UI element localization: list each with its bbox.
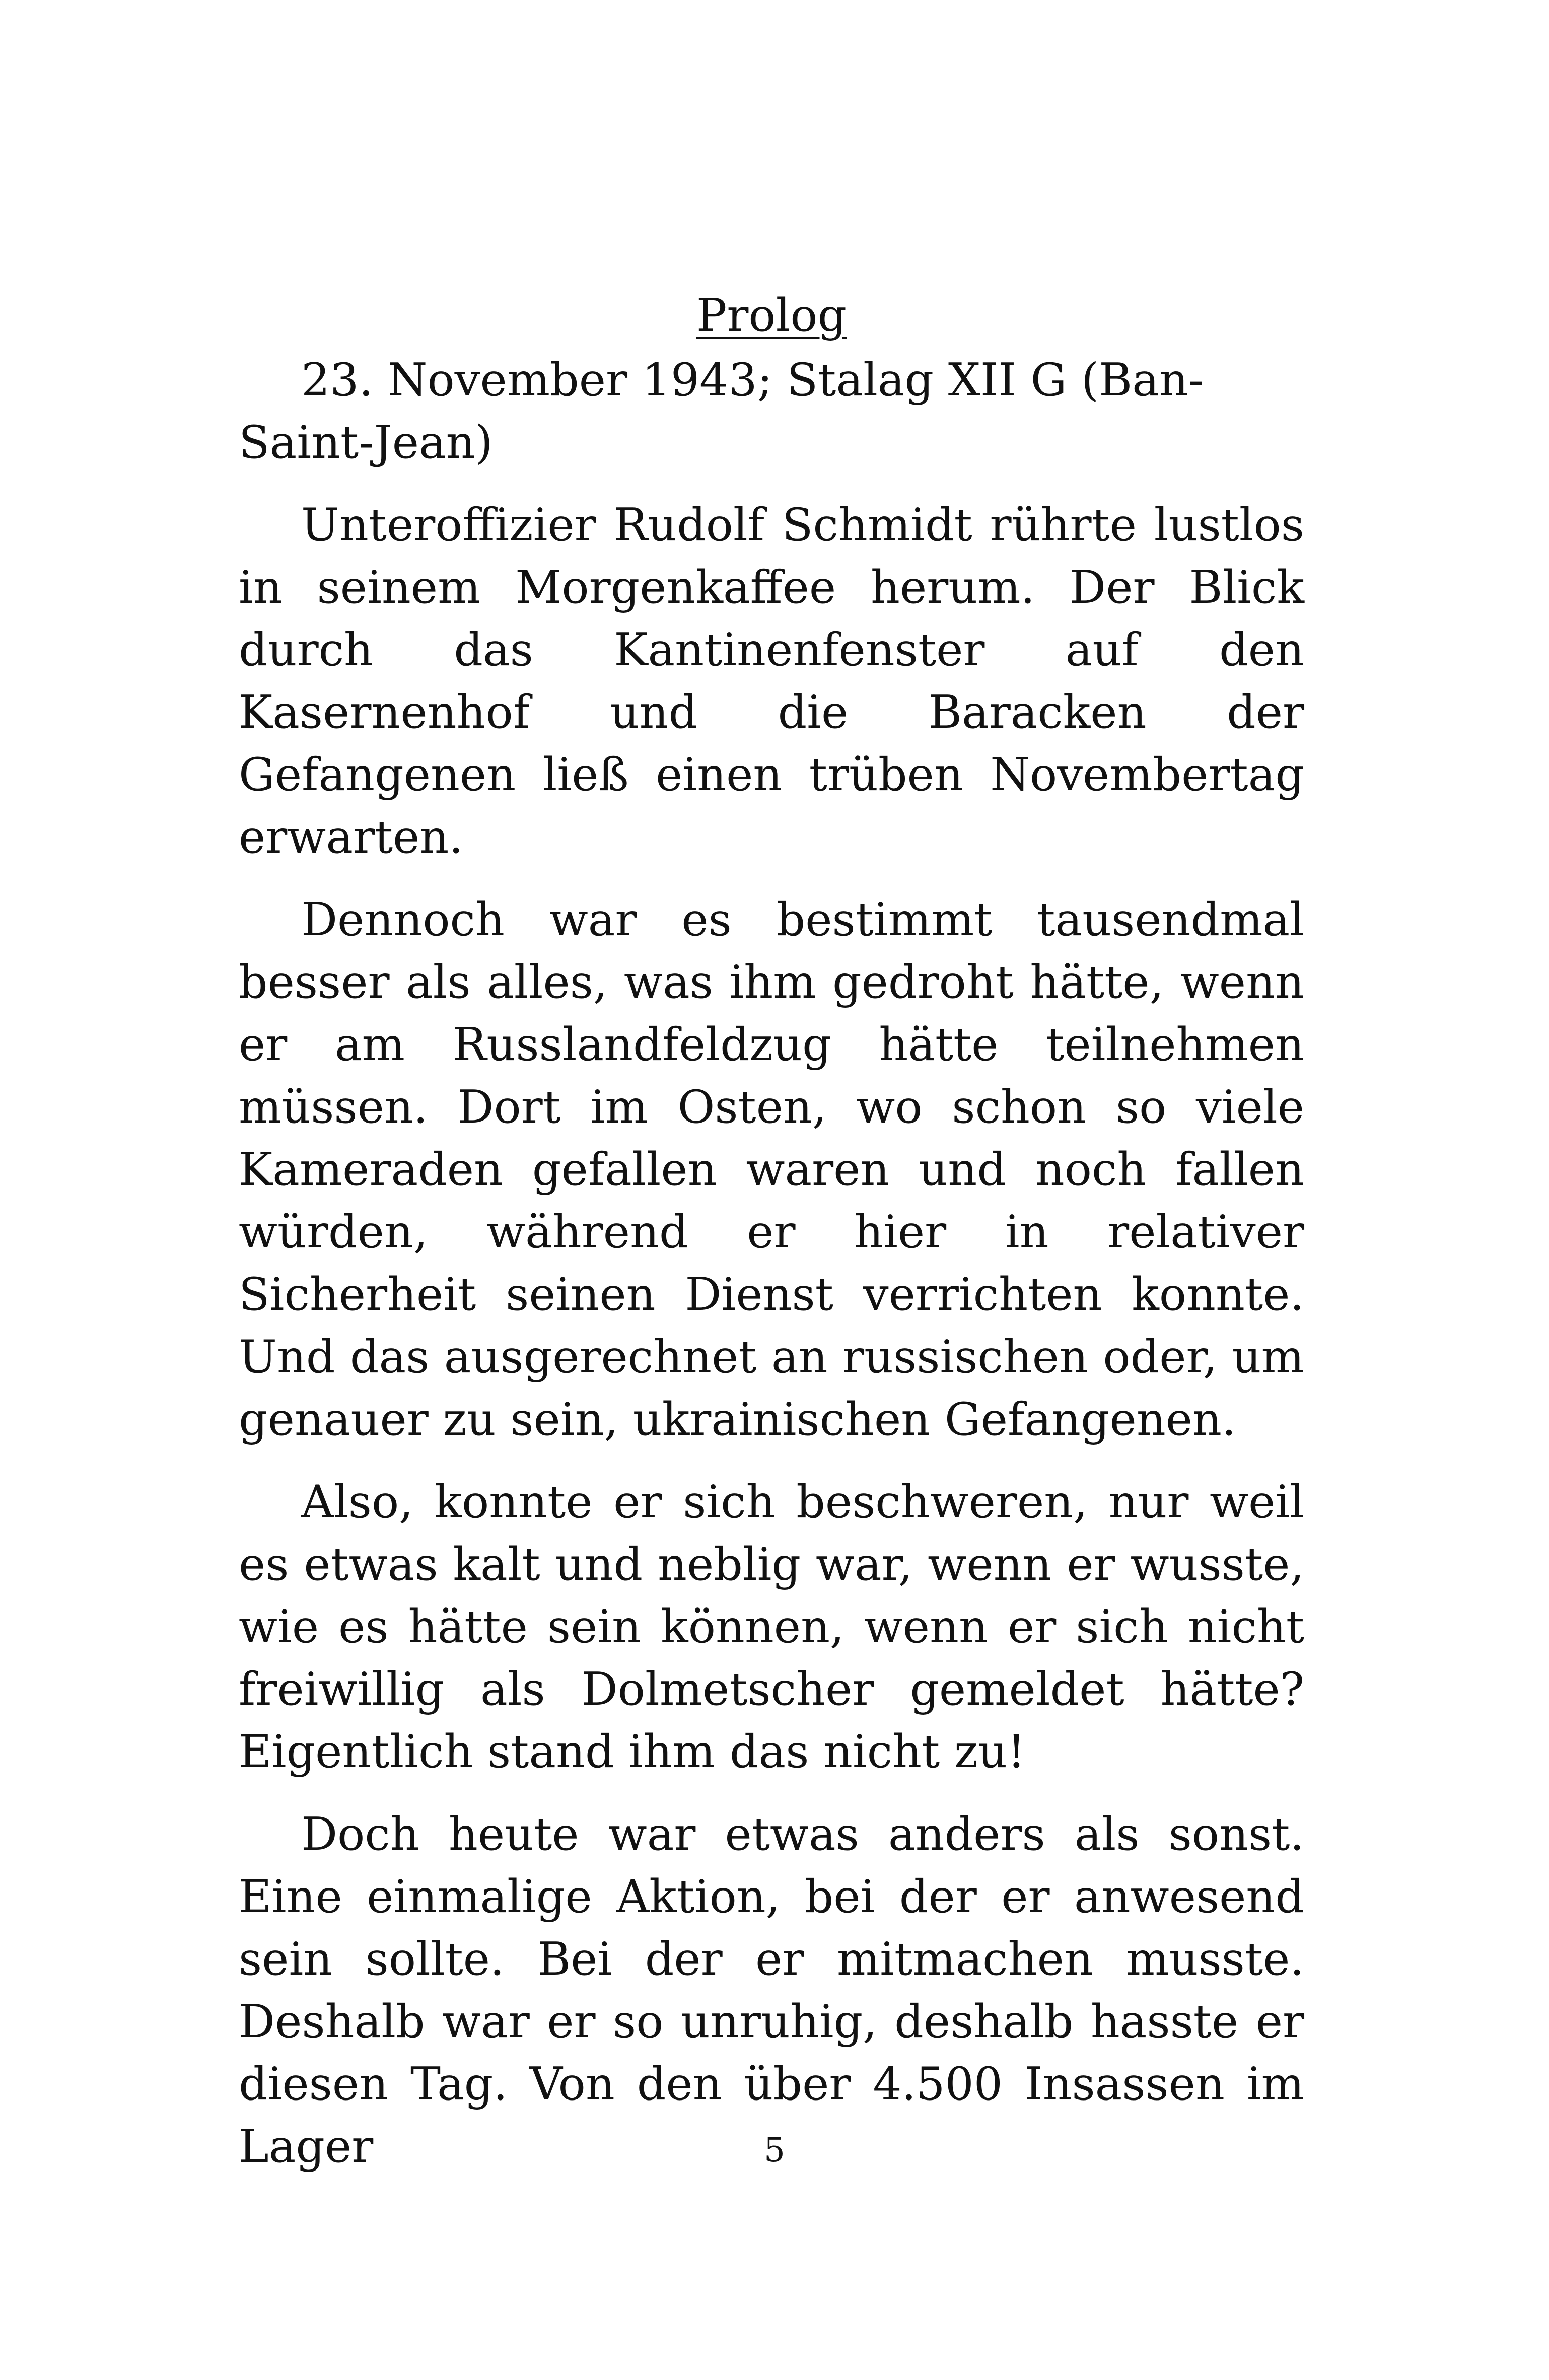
paragraph: Doch heute war etwas anders als sonst. Eine einmalige Aktion, bei der er anwesend sein sollte. Bei der er mitmachen musste. Deshalb war er so unruhig, deshalb hasste er diesen Tag. Von den über 4.500 Insassen im Lager: [239, 1808, 1304, 2173]
paragraph: Also, konnte er sich beschweren, nur weil es etwas kalt und neblig war, wenn er wusste, wie es hätte sein können, wenn er sich nicht freiwillig als Dolmetscher gemeldet hätte? Eigentlich stand ihm das nicht zu!: [239, 1476, 1304, 1778]
chapter-title: Prolog: [696, 289, 847, 342]
dateline-paragraph: 23. November 1943; Stalag XII G (Ban-Saint-Jean): [239, 354, 1204, 469]
paragraph: Unteroffizier Rudolf Schmidt rührte lustlos in seinem Morgenkaffee herum. Der Blick durch das Kantinenfenster auf den Kasernenhof und die Baracken der Gefangenen ließ einen trüben Novembertag erwarten.: [239, 499, 1304, 864]
paragraph: Dennoch war es bestimmt tausendmal besser als alles, was ihm gedroht hätte, wenn er am Russlandfeldzug hätte teilnehmen müssen. Dort im Osten, wo schon so viele Kameraden gefallen waren und noch fallen würden, während er hier in relativer Sicherheit seinen Dienst verrichten konnte. Und das ausgerechnet an russischen oder, um genauer zu sein, ukrainischen Gefangenen.: [239, 893, 1304, 1446]
text-block: [239, 285, 1304, 2198]
page-number: 5: [764, 2131, 785, 2169]
